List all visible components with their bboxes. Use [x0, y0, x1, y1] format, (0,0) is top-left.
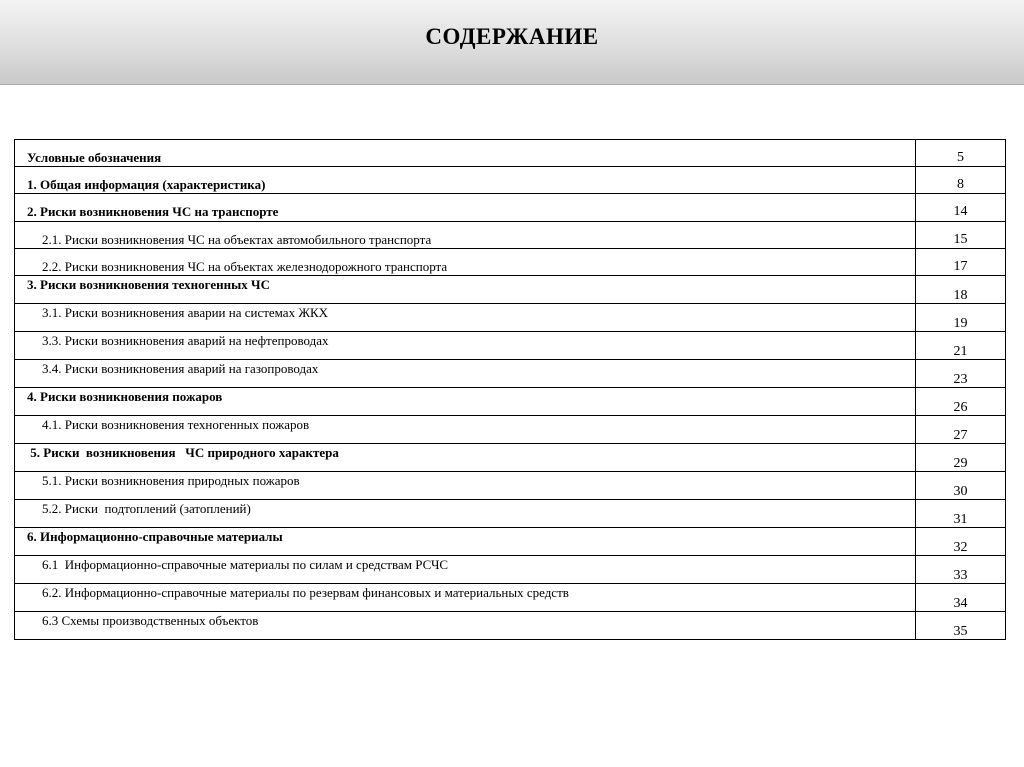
- toc-entry-title: 6.1 Информационно-справочные материалы по силам и средствам РСЧС: [42, 556, 449, 572]
- toc-page-cell: [916, 331, 1006, 359]
- toc-page-number: 31: [953, 511, 968, 527]
- toc-page-number: 18: [953, 287, 968, 303]
- toc-page-number: 21: [953, 343, 968, 359]
- toc-title-cell: [15, 415, 916, 443]
- toc-page-cell: [916, 221, 1006, 248]
- toc-page-number: 29: [953, 455, 968, 471]
- toc-title-cell: [15, 194, 916, 221]
- toc-title-cell: [15, 387, 916, 415]
- toc-page-cell: [916, 527, 1006, 555]
- toc-title-cell: [15, 443, 916, 471]
- toc-page-number: 34: [953, 595, 968, 611]
- toc-page-number: 35: [953, 623, 968, 639]
- toc-page-cell: [916, 387, 1006, 415]
- toc-entry-title: 2.1. Риски возникновения ЧС на объектах автомобильного транспорта: [42, 231, 432, 247]
- toc-page-cell: [916, 611, 1006, 639]
- toc-row: [15, 167, 1006, 194]
- toc-page-cell: [916, 471, 1006, 499]
- toc-entry-title: 4.1. Риски возникновения техногенных пожаров: [42, 416, 310, 432]
- toc-title-cell: [15, 303, 916, 331]
- toc-row: [15, 248, 1006, 275]
- toc-page-cell: [916, 303, 1006, 331]
- toc-title-cell: [15, 167, 916, 194]
- toc-page-cell: [916, 167, 1006, 194]
- toc-title-cell: [15, 499, 916, 527]
- toc-page-cell: [916, 275, 1006, 303]
- toc-row: [15, 275, 1006, 303]
- toc-row: [15, 303, 1006, 331]
- toc-page-cell: [916, 499, 1006, 527]
- toc-page-cell: [916, 583, 1006, 611]
- toc-entry-title: 2.2. Риски возникновения ЧС на объектах железнодорожного транспорта: [42, 258, 448, 274]
- toc-title-cell: [15, 275, 916, 303]
- toc-page-cell: [916, 194, 1006, 221]
- toc-title-cell: [15, 611, 916, 639]
- toc-title-cell: [15, 248, 916, 275]
- toc-page-cell: [916, 359, 1006, 387]
- table-of-contents: [14, 139, 1006, 640]
- toc-page-number: 33: [953, 567, 968, 583]
- toc-page-cell: [916, 248, 1006, 275]
- page-title: СОДЕРЖАНИЕ: [425, 24, 599, 49]
- toc-row: [15, 527, 1006, 555]
- toc-title-cell: [15, 471, 916, 499]
- toc-page-cell: [916, 443, 1006, 471]
- toc-row: [15, 415, 1006, 443]
- toc-title-cell: [15, 555, 916, 583]
- toc-entry-title: 5.2. Риски подтоплений (затоплений): [42, 500, 251, 516]
- toc-entry-title: 5. Риски возникновения ЧС природного характера: [27, 444, 339, 460]
- toc-row: [15, 194, 1006, 221]
- toc-entry-title: 6.3 Схемы производственных объектов: [42, 612, 259, 628]
- toc-page-number: 17: [953, 258, 968, 274]
- toc-row: [15, 387, 1006, 415]
- toc-page-cell: [916, 555, 1006, 583]
- toc-row: [15, 471, 1006, 499]
- toc-row: [15, 331, 1006, 359]
- toc-title-cell: [15, 221, 916, 248]
- toc-title-cell: [15, 359, 916, 387]
- toc-title-cell: [15, 583, 916, 611]
- toc-page-number: 32: [953, 539, 968, 555]
- toc-entry-title: 4. Риски возникновения пожаров: [27, 388, 223, 404]
- toc-entry-title: 3.3. Риски возникновения аварий на нефтепроводах: [42, 332, 329, 348]
- toc-row: [15, 583, 1006, 611]
- toc-entry-title: 3. Риски возникновения техногенных ЧС: [27, 276, 270, 292]
- toc-title-cell: [15, 331, 916, 359]
- toc-row: [15, 221, 1006, 248]
- toc-entry-title: 3.1. Риски возникновения аварии на системах ЖКХ: [42, 304, 329, 320]
- toc-entry-title: 6. Информационно-справочные материалы: [27, 528, 283, 544]
- toc-row: [15, 443, 1006, 471]
- toc-page-cell: [916, 415, 1006, 443]
- toc-page-number: 23: [953, 371, 968, 387]
- toc-row: [15, 359, 1006, 387]
- toc-title-cell: [15, 527, 916, 555]
- toc-row: [15, 611, 1006, 639]
- toc-page-number: 30: [953, 483, 968, 499]
- toc-entry-title: 2. Риски возникновения ЧС на транспорте: [27, 204, 279, 220]
- toc-page-number: 8: [957, 177, 964, 193]
- toc-page-number: 26: [953, 399, 968, 415]
- toc-entry-title: Условные обозначения: [27, 150, 162, 165]
- toc-row: [15, 140, 1006, 167]
- toc-page-number: 19: [953, 315, 968, 331]
- toc-page-number: 27: [953, 427, 968, 443]
- toc-title-cell: [15, 140, 916, 167]
- toc-entry-title: 3.4. Риски возникновения аварий на газопроводах: [42, 360, 319, 376]
- toc-entry-title: 1. Общая информация (характеристика): [27, 177, 266, 193]
- slide-header: [0, 0, 1024, 85]
- toc-page-number: 5: [957, 150, 964, 165]
- toc-entry-title: 5.1. Риски возникновения природных пожаров: [42, 472, 300, 488]
- toc-entry-title: 6.2. Информационно-справочные материалы по резервам финансовых и материальных средств: [42, 584, 569, 600]
- toc-page-number: 14: [953, 204, 968, 220]
- toc-row: [15, 499, 1006, 527]
- toc-page-cell: [916, 140, 1006, 167]
- toc-row: [15, 555, 1006, 583]
- toc-page-number: 15: [953, 231, 968, 247]
